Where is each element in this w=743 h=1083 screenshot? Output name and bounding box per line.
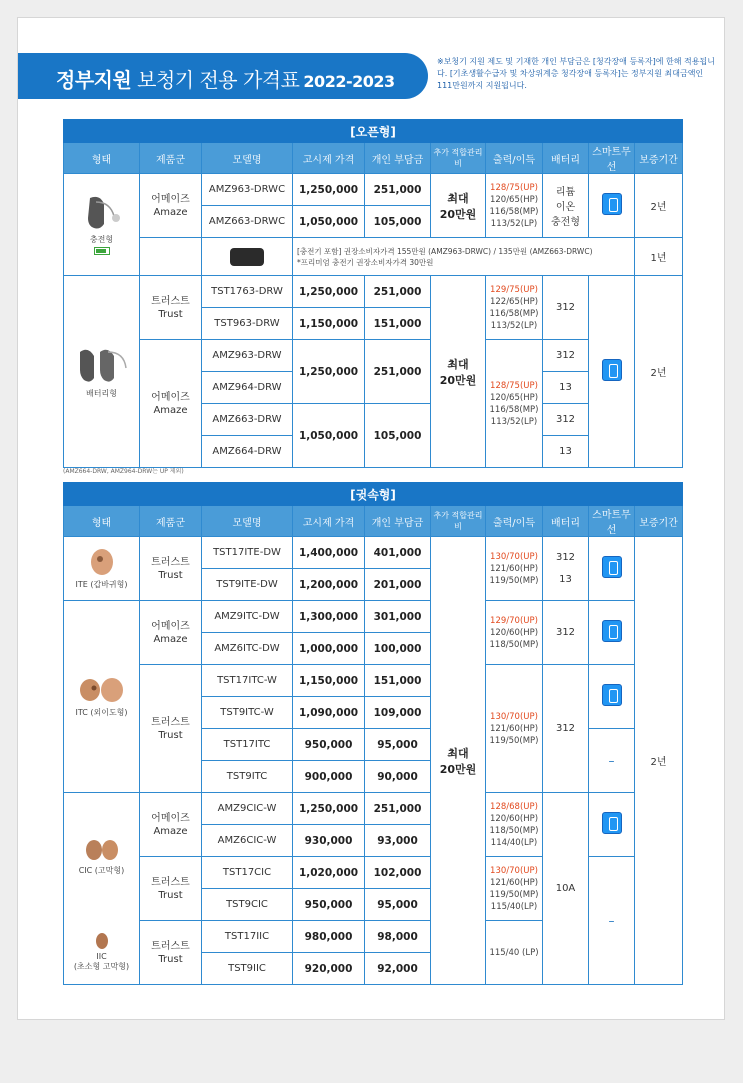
column-header: 모델명 (202, 506, 293, 537)
output-cell: 130/70(UP) 121/60(HP) 119/50(MP) 115/40(LP) (486, 857, 543, 921)
battery-cell: 312 (543, 665, 589, 793)
warranty-cell: 2년 (635, 174, 683, 238)
price-cell: 1,150,000 (293, 308, 365, 340)
pay-cell: 151,000 (365, 308, 431, 340)
pay-cell: 95,000 (365, 729, 431, 761)
header-row (64, 506, 683, 537)
smart-wireless-cell (589, 276, 635, 468)
battery-cell: 13 (543, 372, 589, 404)
output-cell: 130/70(UP) 121/60(HP) 119/50(MP) (486, 537, 543, 601)
price-cell: 1,250,000 (293, 340, 365, 404)
column-header: 스마트무선 (589, 506, 635, 537)
output-cell: 128/68(UP) 120/60(HP) 118/50(MP) 114/40(LP) (486, 793, 543, 857)
no-wireless-dash: – (589, 729, 635, 793)
pay-cell: 251,000 (365, 793, 431, 825)
battery-cell: 312 13 (543, 537, 589, 601)
smartphone-app-icon (602, 359, 622, 381)
pay-cell: 251,000 (365, 276, 431, 308)
model-cell: TST17ITE-DW (202, 537, 293, 569)
output-cell: 130/70(UP) 121/60(HP) 119/50(MP) (486, 665, 543, 793)
page-title: 정부지원 보청기 전용 가격표 2022-2023 (56, 68, 395, 92)
price-cell: 980,000 (293, 921, 365, 953)
price-cell: 1,020,000 (293, 857, 365, 889)
battery-cell: 10A (543, 793, 589, 985)
smartphone-app-icon (602, 812, 622, 834)
output-cell: 128/75(UP) 120/65(HP) 116/58(MP) 113/52(LP) (486, 340, 543, 468)
warranty-cell: 2년 (635, 276, 683, 468)
support-cell: 최대 20만원 (431, 276, 486, 468)
model-cell: AMZ6ITC-DW (202, 633, 293, 665)
hearing-aid-icon (74, 344, 130, 386)
price-cell: 1,300,000 (293, 601, 365, 633)
price-cell: 930,000 (293, 825, 365, 857)
model-cell: AMZ663-DRWC (202, 206, 293, 238)
form-cell-ite: ITE (갑바귀형) (64, 537, 140, 601)
pay-cell: 92,000 (365, 953, 431, 985)
charger-note: [충전기 포함] 권장소비자가격 155만원 (AMZ963-DRWC) / 135만원 (AMZ663-DRWC) *프리미엄 충전기 권장소비자가격 30만원 (293, 238, 635, 276)
battery-cell: 리튬 이온 충전형 (543, 174, 589, 238)
column-header: 보증기간 (635, 143, 683, 174)
hearing-aid-icon (76, 192, 128, 232)
output-cell: 129/75(UP) 122/65(HP) 116/58(MP) 113/52(LP) (486, 276, 543, 340)
family-amaze: 어메이즈 Amaze (140, 793, 202, 857)
smartphone-app-icon (602, 620, 622, 642)
column-header: 출력/이득 (486, 506, 543, 537)
model-cell: TST9IIC (202, 953, 293, 985)
column-header: 배터리 (543, 506, 589, 537)
pay-cell: 93,000 (365, 825, 431, 857)
price-cell: 1,250,000 (293, 174, 365, 206)
form-cell-iic: IIC (초소형 고막형) (64, 921, 140, 985)
model-cell: AMZ663-DRW (202, 404, 293, 436)
support-note: ※보청기 지원 제도 및 기재한 개인 부담금은 [청각장애 등록자]에 한해 적용됩니다. [기초생활수급자 및 차상위계층 청각장애 등록자]는 정부지원 최대금액인 111만원까지 지원됩니다. (437, 57, 715, 90)
support-cell: 최대 20만원 (431, 174, 486, 238)
column-header: 보증기간 (635, 506, 683, 537)
price-cell: 1,150,000 (293, 665, 365, 697)
price-cell: 900,000 (293, 761, 365, 793)
column-header: 모델명 (202, 143, 293, 174)
battery-cell: 312 (543, 404, 589, 436)
column-header: 추가 적합관리비 (431, 506, 486, 537)
output-cell: 115/40 (LP) (486, 921, 543, 985)
iic-aid-icon (92, 932, 112, 950)
form-cell-itc: ITC (외이도형) (64, 601, 140, 793)
section-title: [오픈형] (64, 120, 683, 143)
open-type-table (63, 119, 683, 468)
battery-cell: 312 (543, 276, 589, 340)
model-cell: AMZ9ITC-DW (202, 601, 293, 633)
itc-aid-icon (76, 675, 128, 705)
column-header: 배터리 (543, 143, 589, 174)
model-cell: TST9CIC (202, 889, 293, 921)
smartphone-app-icon (602, 684, 622, 706)
model-cell: TST17ITC-W (202, 665, 293, 697)
pay-cell: 109,000 (365, 697, 431, 729)
smartphone-app-icon (602, 193, 622, 215)
column-header: 고시제 가격 (293, 506, 365, 537)
model-cell: AMZ964-DRW (202, 372, 293, 404)
warranty-cell: 2년 (635, 537, 683, 985)
model-cell: TST17ITC (202, 729, 293, 761)
family-amaze: 어메이즈 Amaze (140, 340, 202, 468)
column-header: 개인 부담금 (365, 143, 431, 174)
footnote: (AMZ664-DRW, AMZ964-DRW는 UP 제외) (63, 468, 184, 475)
charger-image (230, 248, 264, 266)
column-header: 형태 (64, 143, 140, 174)
column-header: 제품군 (140, 143, 202, 174)
model-cell: TST963-DRW (202, 308, 293, 340)
pay-cell: 98,000 (365, 921, 431, 953)
price-cell: 1,250,000 (293, 276, 365, 308)
support-cell: 최대 20만원 (431, 537, 486, 985)
pay-cell: 90,000 (365, 761, 431, 793)
model-cell: AMZ6CIC-W (202, 825, 293, 857)
column-header: 추가 적합관리비 (431, 143, 486, 174)
family-trust: 트러스트 Trust (140, 537, 202, 601)
form-cell-battery: 배터리형 (64, 276, 140, 468)
output-cell: 128/75(UP) 120/65(HP) 116/58(MP) 113/52(LP) (486, 174, 543, 238)
column-header: 출력/이득 (486, 143, 543, 174)
price-cell: 1,200,000 (293, 569, 365, 601)
pay-cell: 251,000 (365, 174, 431, 206)
pay-cell: 201,000 (365, 569, 431, 601)
model-cell: TST17IIC (202, 921, 293, 953)
cic-aid-icon (82, 837, 122, 863)
price-cell: 1,250,000 (293, 793, 365, 825)
model-cell: TST17CIC (202, 857, 293, 889)
price-cell: 1,050,000 (293, 206, 365, 238)
pay-cell: 401,000 (365, 537, 431, 569)
family-amaze: 어메이즈 Amaze (140, 174, 202, 238)
column-header: 제품군 (140, 506, 202, 537)
no-wireless-dash: – (589, 857, 635, 985)
model-cell: TST9ITC-W (202, 697, 293, 729)
pay-cell: 100,000 (365, 633, 431, 665)
family-trust: 트러스트 Trust (140, 921, 202, 985)
column-header: 개인 부담금 (365, 506, 431, 537)
model-cell: TST1763-DRW (202, 276, 293, 308)
price-cell: 1,400,000 (293, 537, 365, 569)
smart-wireless-cell (589, 537, 635, 601)
charger-image-cell (202, 238, 293, 276)
model-cell: TST9ITC (202, 761, 293, 793)
charger-family-cell (140, 238, 202, 276)
price-cell: 1,000,000 (293, 633, 365, 665)
battery-cell: 312 (543, 601, 589, 665)
pay-cell: 95,000 (365, 889, 431, 921)
header-row (64, 143, 683, 174)
column-header: 고시제 가격 (293, 143, 365, 174)
smartphone-app-icon (602, 556, 622, 578)
model-cell: AMZ963-DRWC (202, 174, 293, 206)
form-cell-charge: 충전형 (64, 174, 140, 276)
smart-wireless-cell (589, 793, 635, 857)
smart-wireless-cell (589, 601, 635, 665)
pay-cell: 105,000 (365, 206, 431, 238)
pay-cell: 301,000 (365, 601, 431, 633)
ite-aid-icon (87, 547, 117, 577)
smart-wireless-cell (589, 174, 635, 238)
pay-cell: 102,000 (365, 857, 431, 889)
smart-wireless-cell (589, 665, 635, 729)
family-trust: 트러스트 Trust (140, 857, 202, 921)
in-ear-table (63, 482, 683, 985)
battery-cell: 312 (543, 340, 589, 372)
battery-cell: 13 (543, 436, 589, 468)
price-cell: 1,090,000 (293, 697, 365, 729)
form-cell-cic: CIC (고막형) (64, 793, 140, 921)
charger-warranty: 1년 (635, 238, 683, 276)
model-cell: AMZ963-DRW (202, 340, 293, 372)
pay-cell: 151,000 (365, 665, 431, 697)
model-cell: TST9ITE-DW (202, 569, 293, 601)
model-cell: AMZ664-DRW (202, 436, 293, 468)
price-cell: 950,000 (293, 729, 365, 761)
price-cell: 920,000 (293, 953, 365, 985)
output-cell: 129/70(UP) 120/60(HP) 118/50(MP) (486, 601, 543, 665)
column-header: 형태 (64, 506, 140, 537)
battery-icon (94, 247, 110, 255)
price-cell: 1,050,000 (293, 404, 365, 468)
pay-cell: 105,000 (365, 404, 431, 468)
family-trust: 트러스트 Trust (140, 665, 202, 793)
price-cell: 950,000 (293, 889, 365, 921)
pay-cell: 251,000 (365, 340, 431, 404)
column-header: 스마트무선 (589, 143, 635, 174)
family-trust: 트러스트 Trust (140, 276, 202, 340)
section-title: [귓속형] (64, 483, 683, 506)
family-amaze: 어메이즈 Amaze (140, 601, 202, 665)
model-cell: AMZ9CIC-W (202, 793, 293, 825)
